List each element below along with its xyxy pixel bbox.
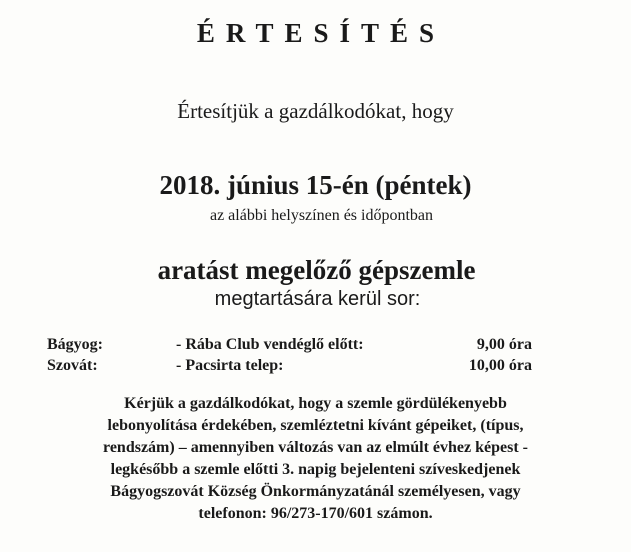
schedule-place: Bágyog: [47, 336, 103, 353]
schedule-time: 9,00 óra [476, 336, 532, 353]
event-subline: megtartására kerül sor: [214, 288, 421, 310]
notice-line: telefonon: 96/273-170/601 számon. [198, 505, 433, 522]
schedule-time: 10,00 óra [468, 357, 532, 374]
notice-line: lebonyolítása érdekében, szemléztetni kívánt gépeiket, (típus, [107, 417, 524, 434]
notice-line: Bágyogszovát Község Önkormányzatánál személyesen, vagy [110, 483, 521, 500]
notice-line: Kérjük a gazdálkodókat, hogy a szemle gördülékenyebb [124, 395, 507, 412]
schedule-place: Szovát: [47, 357, 98, 374]
schedule-location: - Pacsirta telep: [176, 357, 284, 374]
notice-paragraph [0, 393, 631, 525]
intro-text: Értesítjük a gazdálkodókat, hogy [177, 99, 454, 123]
event-date: 2018. június 15-én (péntek) [159, 170, 472, 200]
notice-line: rendszám) – amennyiben változás van az elmúlt évhez képest - [103, 439, 528, 456]
document-title: ÉRTESÍTÉS [196, 18, 446, 48]
notice-line: legkésőbb a szemle előtti 3. napig bejelenteni szíveskedjenek [110, 461, 521, 478]
event-date-subline: az alábbi helyszínen és időpontban [209, 207, 434, 224]
event-title: aratást megelőző gépszemle [157, 255, 476, 285]
schedule-location: - Rába Club vendéglő előtt: [176, 336, 364, 353]
